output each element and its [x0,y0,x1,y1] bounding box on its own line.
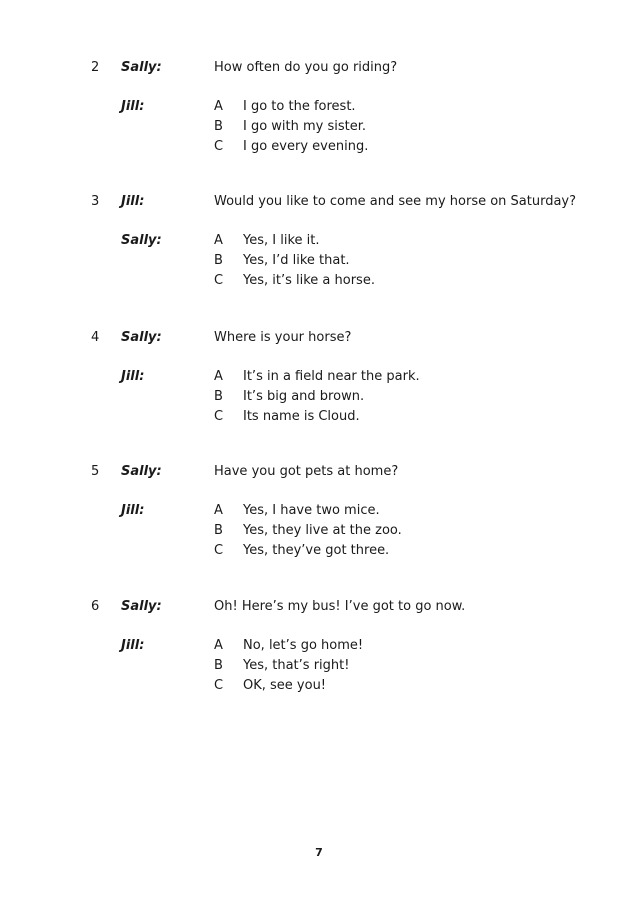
option-letter-a: A [214,369,223,384]
speaker-prompt: Sally: [121,464,162,479]
question-number: 4 [91,330,100,345]
option-text-a: Yes, I like it. [243,233,320,248]
option-text-a: I go to the forest. [243,99,356,114]
option-text-b: Yes, they live at the zoo. [243,523,402,538]
option-text-a: It’s in a field near the park. [243,369,420,384]
option-text-a: Yes, I have two mice. [243,503,380,518]
prompt-text: How often do you go riding? [214,60,398,75]
option-text-b: Yes, that’s right! [243,658,350,673]
option-text-c: Its name is Cloud. [243,409,360,424]
option-text-b: It’s big and brown. [243,389,365,404]
speaker-response: Jill: [121,638,145,653]
option-letter-a: A [214,233,223,248]
speaker-prompt: Sally: [121,60,162,75]
option-letter-b: B [214,119,223,134]
option-letter-c: C [214,139,224,154]
speaker-response: Jill: [121,99,145,114]
option-text-b: Yes, I’d like that. [243,253,350,268]
option-letter-b: B [214,523,223,538]
speaker-prompt: Sally: [121,330,162,345]
prompt-text: Would you like to come and see my horse on Saturday? [214,194,577,209]
option-text-b: I go with my sister. [243,119,367,134]
option-text-c: I go every evening. [243,139,369,154]
option-letter-c: C [214,678,224,693]
prompt-text: Have you got pets at home? [214,464,399,479]
speaker-response: Jill: [121,369,145,384]
option-text-c: Yes, they’ve got three. [243,543,390,558]
question-number: 2 [91,60,100,75]
option-letter-a: A [214,503,223,518]
option-letter-c: C [214,409,224,424]
option-text-c: Yes, it’s like a horse. [243,273,375,288]
speaker-prompt: Sally: [121,599,162,614]
option-letter-a: A [214,99,223,114]
speaker-response: Sally: [121,233,162,248]
option-text-c: OK, see you! [243,678,327,693]
speaker-prompt: Jill: [121,194,145,209]
option-letter-b: B [214,253,223,268]
option-letter-a: A [214,638,223,653]
option-text-a: No, let’s go home! [243,638,364,653]
option-letter-b: B [214,658,223,673]
question-number: 3 [91,194,100,209]
page-number: 7 [315,846,323,859]
option-letter-b: B [214,389,223,404]
option-letter-c: C [214,543,224,558]
option-letter-c: C [214,273,224,288]
prompt-text: Where is your horse? [214,330,352,345]
prompt-text: Oh! Here’s my bus! I’ve got to go now. [214,599,466,614]
question-number: 6 [91,599,100,614]
speaker-response: Jill: [121,503,145,518]
question-number: 5 [91,464,100,479]
